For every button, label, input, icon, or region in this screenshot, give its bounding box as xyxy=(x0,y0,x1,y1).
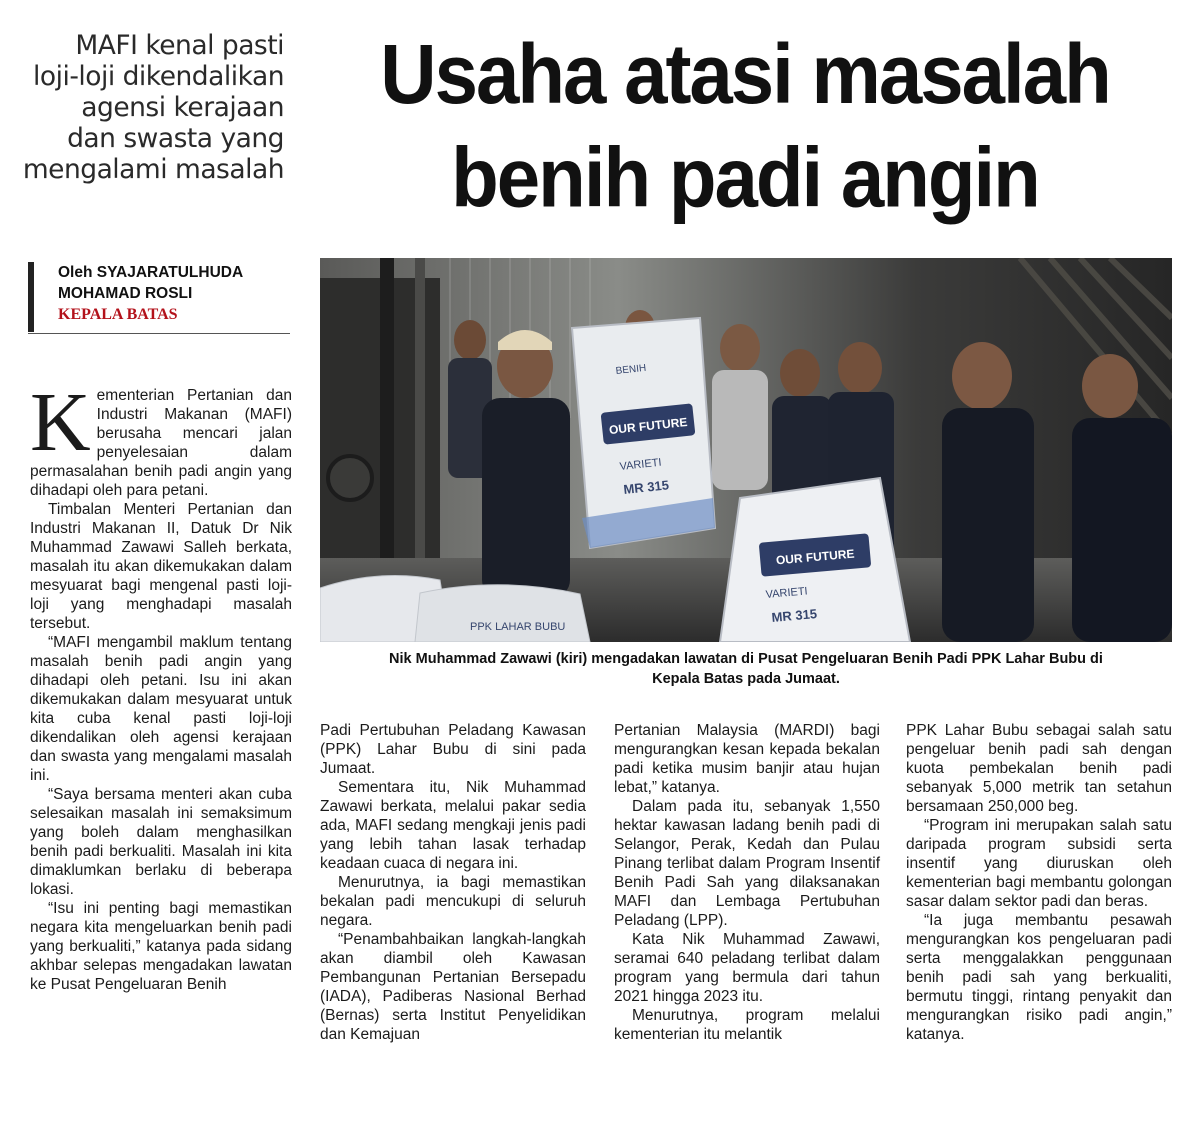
seed-sack-right xyxy=(720,478,910,642)
sack-label-variety-code: MR 315 xyxy=(770,606,818,625)
caption-line-2: Kepala Batas pada Jumaat. xyxy=(652,671,840,687)
article-paragraph: Menurutnya, program melalui kementerian itu melantik xyxy=(614,1007,880,1043)
article-paragraph: Padi Pertubuhan Peladang Kawasan (PPK) Lahar Bubu di sini pada Jumaat. xyxy=(320,722,586,777)
sack-label-benih: BENIH xyxy=(615,362,647,377)
standfirst-line: loji-loji dikendalikan xyxy=(33,61,284,92)
byline-dateline: KEPALA BATAS xyxy=(58,306,178,323)
article-paragraph: “Program ini merupakan salah satu daripada program subsidi serta insentif yang diuruskan oleh kementerian bagi membantu golongan sasar dalam sektor padi dan beras. xyxy=(906,817,1172,910)
sack-label-varieti: VARIETI xyxy=(619,456,663,473)
byline-author-line-1: Oleh SYAJARATULHUDA xyxy=(58,264,244,281)
sack-label-variety-code: MR 315 xyxy=(622,477,670,497)
caption-line-1: Nik Muhammad Zawawi (kiri) mengadakan lawatan di Pusat Pengeluaran Benih Padi PPK Lahar Bubu di xyxy=(389,651,1103,667)
headline xyxy=(300,22,1190,229)
article-paragraph: Timbalan Menteri Pertanian dan Industri Makanan II, Datuk Dr Nik Muhammad Zawawi Salleh berkata, masalah itu akan dikemukakan dalam mesyuarat bagi mengenal pasti loji-loji yang menghadapi masalah tersebut. xyxy=(30,501,292,632)
sack-label-varieti: VARIETI xyxy=(765,585,809,601)
article-paragraph: “Ia juga membantu pesawah mengurangkan kos pengeluaran padi serta menggalakkan penggunaan benih padi sah yang berkualiti, bermutu tinggi, rintang penyakit dan mengurangkan risiko padi angin,” katanya. xyxy=(906,912,1172,1043)
article-paragraph: Dalam pada itu, sebanyak 1,550 hektar kawasan ladang benih padi di Selangor, Perak, Kedah dan Pulau Pinang terlibat dalam Program Insentif Benih Padi Sah yang dilaksanakan MAFI dan Lembaga Pertubuhan Peladang (LPP). xyxy=(614,798,880,929)
sack-label-future: OUR FUTURE xyxy=(775,546,855,568)
news-photo xyxy=(320,258,1172,642)
standfirst-line: agensi kerajaan xyxy=(81,92,284,123)
article-column-4 xyxy=(906,721,1172,1044)
article-paragraph: Pertanian Malaysia (MARDI) bagi mengurangkan kesan kepada bekalan padi ketika musim banjir atau hujan lebat,” katanya. xyxy=(614,722,880,796)
article-column-3 xyxy=(614,721,880,1044)
headline-line-1: Usaha atasi masalah xyxy=(380,26,1110,122)
article-paragraph: “Penambahbaikan langkah-langkah akan diambil oleh Kawasan Pembangunan Pertanian Bersepadu (IADA), Padiberas Nasional Berhad (Bernas) serta Institut Penyelidikan dan Kemajuan xyxy=(320,931,586,1043)
standfirst xyxy=(22,30,284,185)
article-paragraph: ementerian Pertanian dan Industri Makanan (MAFI) berusaha mencari jalan penyelesaian dalam permasalahan benih padi angin yang dihadapi oleh para petani. xyxy=(30,387,292,499)
byline-divider xyxy=(28,333,290,334)
article-paragraph: “MAFI mengambil maklum tentang masalah benih padi angin yang dihadapi oleh petani. Isu ini akan dikemukakan dalam mesyuarat untuk kita cuba kenal pasti loji-loji dikendalikan oleh agensi kerajaan dan swasta yang mengalami masalah ini. xyxy=(30,634,292,784)
byline-author-line-2: MOHAMAD ROSLI xyxy=(58,285,193,302)
sack-label-ppk: PPK LAHAR BUBU xyxy=(470,621,566,633)
standfirst-line: dan swasta yang xyxy=(67,123,284,154)
drop-cap: K xyxy=(30,376,91,469)
byline xyxy=(28,262,290,332)
standfirst-line: mengalami masalah xyxy=(22,154,284,185)
article-paragraph: Kata Nik Muhammad Zawawi, seramai 640 peladang terlibat dalam program yang bermula dari tahun 2021 hingga 2023 itu. xyxy=(614,931,880,1005)
article-paragraph: “Isu ini penting bagi memastikan negara kita mengeluarkan benih padi yang berkualiti,” katanya pada sidang akhbar selepas mengadakan lawatan ke Pusat Pengeluaran Benih xyxy=(30,900,292,993)
headline-line-2: benih padi angin xyxy=(451,130,1039,226)
article-column-1 xyxy=(30,376,292,994)
seed-sack-left xyxy=(572,318,715,548)
standfirst-line: MAFI kenal pasti xyxy=(75,30,284,61)
article-paragraph: Sementara itu, Nik Muhammad Zawawi berkata, melalui pakar sedia ada, MAFI sedang mengkaji jenis padi yang lebih tahan lasak terhadap keadaan cuaca di negara ini. xyxy=(320,779,586,872)
news-photo-illustration xyxy=(320,258,1172,642)
article-paragraph: PPK Lahar Bubu sebagai salah satu pengeluar benih padi sah dengan kuota pembekalan benih padi sebanyak 5,000 metrik tan setahun bersamaan 250,000 beg. xyxy=(906,722,1172,815)
sack-label-future: OUR FUTURE xyxy=(608,414,689,438)
article-paragraph: Menurutnya, ia bagi memastikan bekalan padi mencukupi di seluruh negara. xyxy=(320,874,586,929)
article-column-2 xyxy=(320,721,586,1044)
photo-caption xyxy=(320,649,1172,689)
article-paragraph: “Saya bersama menteri akan cuba selesaikan masalah ini semaksimum yang boleh dalam menghasilkan benih padi berkualiti. Masalah ini kita dimaklumkan berlaku di beberapa lokasi. xyxy=(30,786,292,898)
